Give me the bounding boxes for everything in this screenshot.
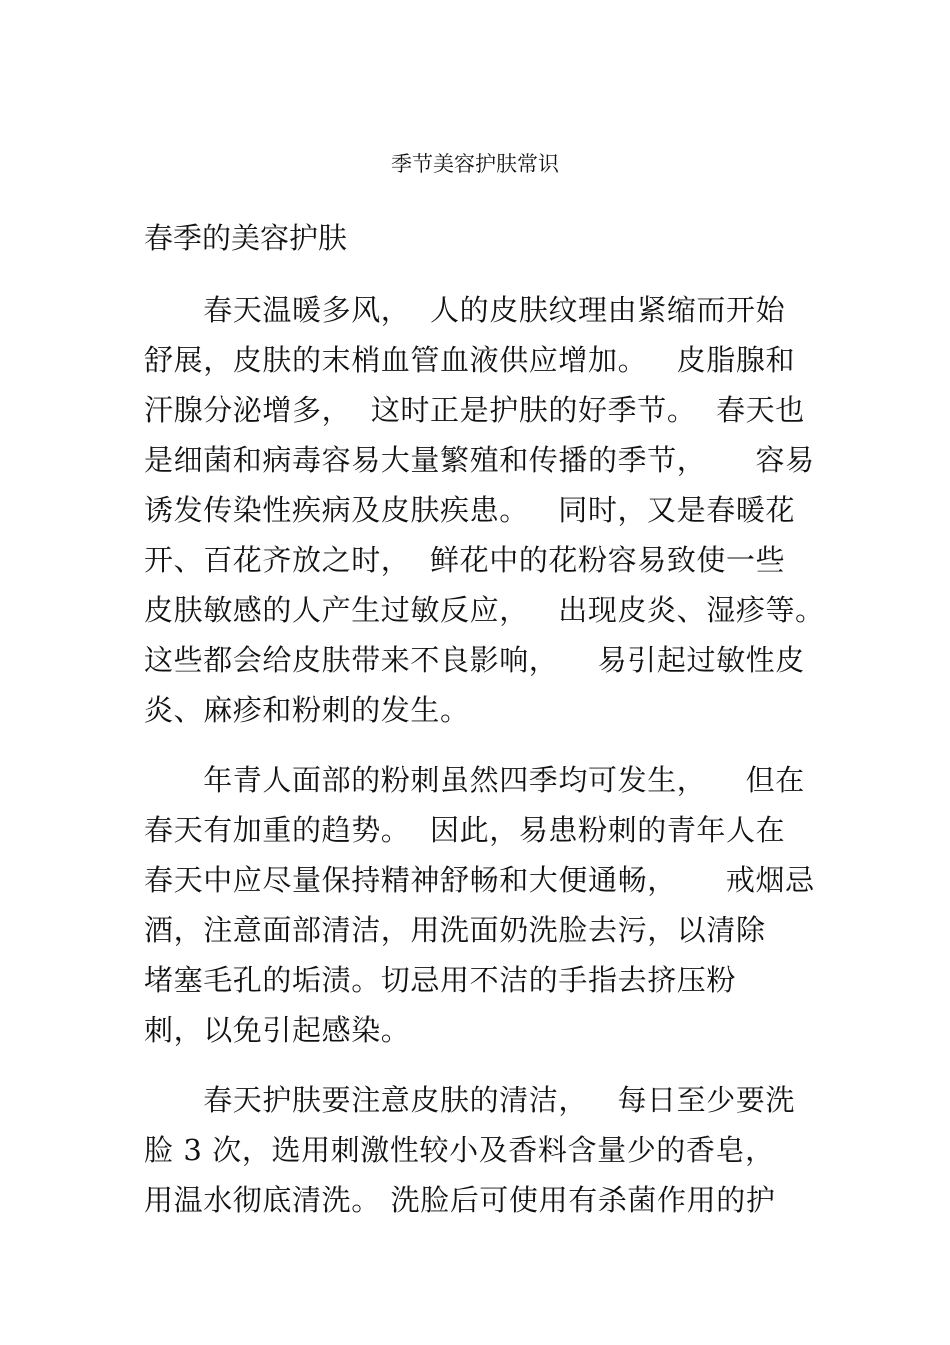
text-line: 春天护肤要注意皮肤的清洁， 每日至少要洗: [144, 1083, 796, 1117]
text-line: 这些都会给皮肤带来不良影响， 易引起过敏性皮: [144, 643, 805, 677]
text-line: 堵塞毛孔的垢渍。切忌用不洁的手指去挤压粉: [144, 963, 737, 997]
paragraph-1: [144, 285, 824, 735]
text-line: 是细菌和病毒容易大量繁殖和传播的季节， 容易: [144, 443, 815, 477]
text-line: 春天中应尽量保持精神舒畅和大便通畅， 戒烟忌: [144, 863, 815, 897]
text-line: 诱发传染性疾病及皮肤疾患。 同时，又是春暖花: [144, 493, 796, 527]
text-line: 酒，注意面部清洁，用洗面奶洗脸去污，以清除: [144, 913, 766, 947]
text-line: 脸 3 次，选用刺激性较小及香料含量少的香皂，: [144, 1133, 775, 1167]
text-line: 用温水彻底清洗。 洗脸后可使用有杀菌作用的护: [144, 1183, 776, 1217]
document-title: 季节美容护肤常识: [391, 152, 559, 176]
text-line: 春天有加重的趋势。 因此，易患粉刺的青年人在: [144, 813, 786, 847]
paragraph-3: [144, 1075, 824, 1225]
text-line: 开、百花齐放之时， 鲜花中的花粉容易致使一些: [144, 543, 786, 577]
text-line: 舒展，皮肤的末梢血管血液供应增加。 皮脂腺和: [144, 343, 796, 377]
text-line: 汗腺分泌增多， 这时正是护肤的好季节。 春天也: [144, 393, 805, 427]
text-line: 刺，以免引起感染。: [144, 1013, 411, 1047]
section-heading: 春季的美容护肤: [144, 221, 348, 255]
paragraph-2: [144, 755, 824, 1055]
text-line: 皮肤敏感的人产生过敏反应， 出现皮炎、湿疹等。: [144, 593, 825, 627]
text-line: 春天温暖多风， 人的皮肤纹理由紧缩而开始: [144, 293, 786, 327]
text-line: 炎、麻疹和粉刺的发生。: [144, 693, 470, 727]
text-line: 年青人面部的粉刺虽然四季均可发生， 但在: [144, 763, 805, 797]
